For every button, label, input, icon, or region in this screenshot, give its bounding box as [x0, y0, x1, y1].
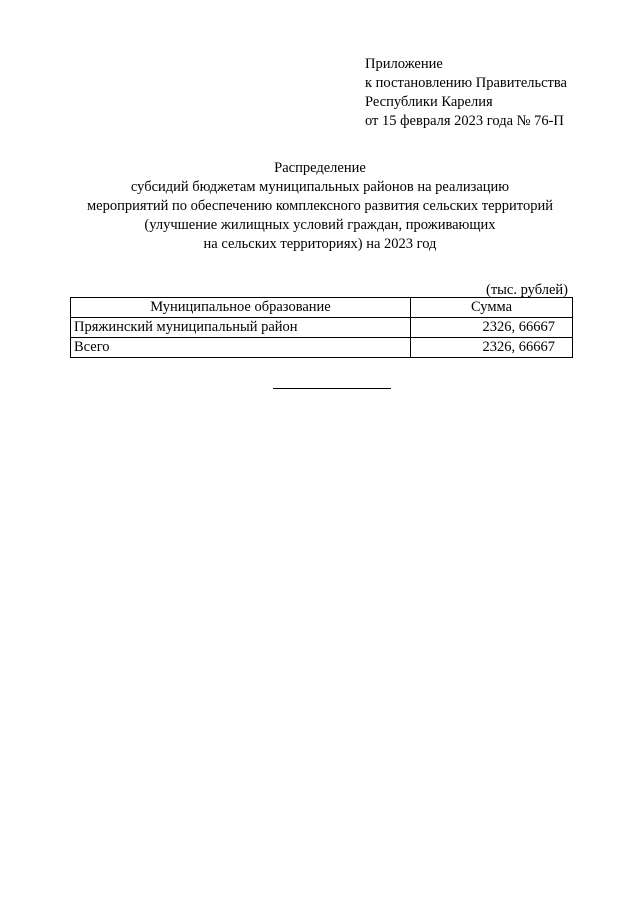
column-header-sum: Сумма — [411, 298, 573, 318]
closing-divider — [273, 388, 391, 389]
total-label-cell: Всего — [71, 338, 411, 358]
units-label: (тыс. рублей) — [486, 282, 568, 298]
title-line: Распределение — [274, 160, 366, 176]
document-title — [60, 159, 580, 254]
appendix-line: от 15 февраля 2023 года № 76-П — [365, 113, 564, 129]
sum-cell: 2326, 66667 — [411, 318, 573, 338]
municipality-cell: Пряжинский муниципальный район — [71, 318, 411, 338]
allocation-table — [70, 297, 573, 358]
appendix-header — [365, 55, 625, 131]
title-line: на сельских территориях) на 2023 год — [203, 236, 437, 252]
title-line: (улучшение жилищных условий граждан, проживающих — [144, 217, 496, 233]
appendix-line: Республики Карелия — [365, 94, 493, 110]
table-row-total — [71, 338, 573, 358]
total-sum-cell: 2326, 66667 — [411, 338, 573, 358]
title-line: субсидий бюджетам муниципальных районов на реализацию — [130, 179, 510, 195]
appendix-line: Приложение — [365, 56, 443, 72]
title-line: мероприятий по обеспечению комплексного развития сельских территорий — [87, 198, 553, 214]
column-header-municipality: Муниципальное образование — [71, 298, 411, 318]
table-row — [71, 318, 573, 338]
appendix-line: к постановлению Правительства — [365, 75, 567, 91]
table-header-row — [71, 298, 573, 318]
